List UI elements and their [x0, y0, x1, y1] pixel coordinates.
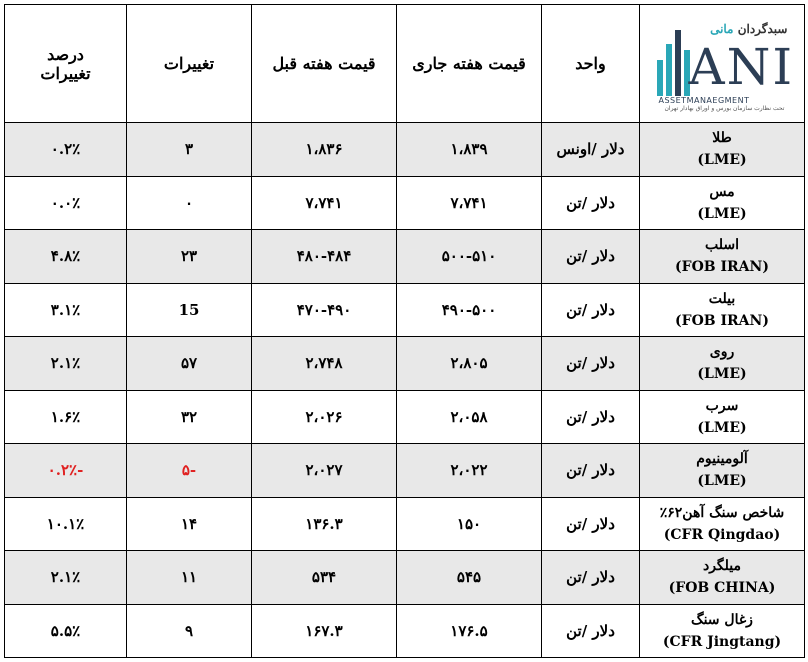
commodity-market: (FOB CHINA) [668, 580, 776, 597]
logo-subtagline: تحت نظارت سازمان بورس و اوراق بهادار تهران [664, 104, 785, 112]
previous-price-cell: ۱۶۷.۳ [252, 604, 397, 658]
company-logo [655, 18, 795, 112]
commodity-name-cell [640, 123, 805, 177]
commodity-name: شاخص سنگ آهن۶۲٪ [659, 504, 785, 521]
header-previous-price: قیمت هفته قبل [252, 5, 397, 123]
commodity-market: (FOB IRAN) [675, 312, 769, 329]
unit-cell: دلار /تن [542, 551, 640, 605]
commodity-name-cell [640, 230, 805, 284]
commodity-market: (LME) [697, 152, 747, 169]
unit-cell: دلار /تن [542, 497, 640, 551]
logo-mark: ANI [688, 37, 795, 96]
commodity-name-cell [640, 337, 805, 391]
commodity-name: میلگرد [702, 558, 742, 575]
unit-cell: دلار /تن [542, 604, 640, 658]
commodity-name: آلومینیوم [696, 451, 748, 468]
change-percent-cell: -۰.۲٪ [5, 444, 127, 498]
commodity-market: (LME) [697, 473, 747, 490]
change-cell: ۵۷ [127, 337, 252, 391]
current-price-cell: ۱۵۰ [397, 497, 542, 551]
header-row [5, 5, 805, 123]
change-percent-cell: ۳.۱٪ [5, 283, 127, 337]
change-percent-cell: ۱۰.۱٪ [5, 497, 127, 551]
table-row [5, 551, 805, 605]
unit-cell: دلار /تن [542, 176, 640, 230]
commodity-market: (LME) [697, 419, 747, 436]
commodity-name-cell [640, 444, 805, 498]
logo-brand-accent: مانی [710, 21, 734, 36]
unit-cell: دلار /تن [542, 337, 640, 391]
table-row [5, 283, 805, 337]
change-percent-cell: ۰.۲٪ [5, 123, 127, 177]
change-percent-cell: ۲.۱٪ [5, 551, 127, 605]
change-cell: -۵ [127, 444, 252, 498]
change-percent-cell: ۴.۸٪ [5, 230, 127, 284]
unit-cell: دلار /تن [542, 390, 640, 444]
current-price-cell: ۵۴۵ [397, 551, 542, 605]
table-row [5, 390, 805, 444]
previous-price-cell: ۷،۷۴۱ [252, 176, 397, 230]
previous-price-cell: ۵۳۴ [252, 551, 397, 605]
building-bars-icon [655, 30, 691, 96]
change-percent-cell: ۱.۶٪ [5, 390, 127, 444]
current-price-cell: ۲،۸۰۵ [397, 337, 542, 391]
logo-tagline: ASSETMANAEGMENT [658, 95, 750, 105]
commodity-name: روی [709, 344, 735, 361]
previous-price-cell: ۱۳۶.۳ [252, 497, 397, 551]
current-price-cell: ۵۰۰-۵۱۰ [397, 230, 542, 284]
commodity-name-cell [640, 497, 805, 551]
table-row [5, 176, 805, 230]
current-price-cell: ۷،۷۴۱ [397, 176, 542, 230]
change-cell: ۱۴ [127, 497, 252, 551]
change-cell: ۱۱ [127, 551, 252, 605]
previous-price-cell: ۱،۸۳۶ [252, 123, 397, 177]
unit-cell: دلار /تن [542, 444, 640, 498]
change-cell: 15 [127, 283, 252, 337]
current-price-cell: ۱۷۶.۵ [397, 604, 542, 658]
commodity-name: بیلت [708, 290, 736, 307]
current-price-cell: ۱،۸۳۹ [397, 123, 542, 177]
change-percent-cell: ۵.۵٪ [5, 604, 127, 658]
commodity-name-cell [640, 604, 805, 658]
change-cell: ۲۳ [127, 230, 252, 284]
header-current-price: قیمت هفته جاری [397, 5, 542, 123]
logo-cell [640, 5, 805, 123]
commodity-market: (LME) [697, 205, 747, 222]
table-body [5, 123, 805, 658]
commodity-price-table [4, 4, 805, 658]
previous-price-cell: ۲،۰۲۶ [252, 390, 397, 444]
logo-brand-fa: سبدگردان [737, 21, 788, 36]
header-change: تغییرات [127, 5, 252, 123]
table-row [5, 497, 805, 551]
change-cell: ۳۲ [127, 390, 252, 444]
table-row [5, 604, 805, 658]
commodity-name: طلا [712, 130, 732, 147]
commodity-name: زغال سنگ [691, 611, 753, 628]
previous-price-cell: ۲،۰۲۷ [252, 444, 397, 498]
commodity-market: (CFR Jingtang) [662, 633, 782, 650]
table-row [5, 337, 805, 391]
change-percent-cell: ۰.۰٪ [5, 176, 127, 230]
commodity-name-cell [640, 551, 805, 605]
unit-cell: دلار /تن [542, 283, 640, 337]
commodity-name-cell [640, 390, 805, 444]
previous-price-cell: ۴۷۰-۴۹۰ [252, 283, 397, 337]
table-row [5, 123, 805, 177]
change-cell: ۹ [127, 604, 252, 658]
commodity-name: مس [709, 183, 735, 200]
unit-cell: دلار /اونس [542, 123, 640, 177]
header-unit: واحد [542, 5, 640, 123]
previous-price-cell: ۴۸۰-۴۸۴ [252, 230, 397, 284]
commodity-name-cell [640, 176, 805, 230]
table-row [5, 230, 805, 284]
commodity-market: (LME) [697, 366, 747, 383]
table-row [5, 444, 805, 498]
change-percent-cell: ۲.۱٪ [5, 337, 127, 391]
current-price-cell: ۲،۰۵۸ [397, 390, 542, 444]
change-cell: ۳ [127, 123, 252, 177]
commodity-name: سرب [705, 397, 739, 414]
commodity-market: (FOB IRAN) [675, 259, 769, 276]
header-change-percent: درصد تغییرات [5, 5, 127, 123]
commodity-market: (CFR Qingdao) [663, 526, 781, 543]
previous-price-cell: ۲،۷۴۸ [252, 337, 397, 391]
current-price-cell: ۴۹۰-۵۰۰ [397, 283, 542, 337]
current-price-cell: ۲،۰۲۲ [397, 444, 542, 498]
commodity-name-cell [640, 283, 805, 337]
unit-cell: دلار /تن [542, 230, 640, 284]
commodity-name: اسلب [704, 237, 739, 254]
change-cell: ۰ [127, 176, 252, 230]
